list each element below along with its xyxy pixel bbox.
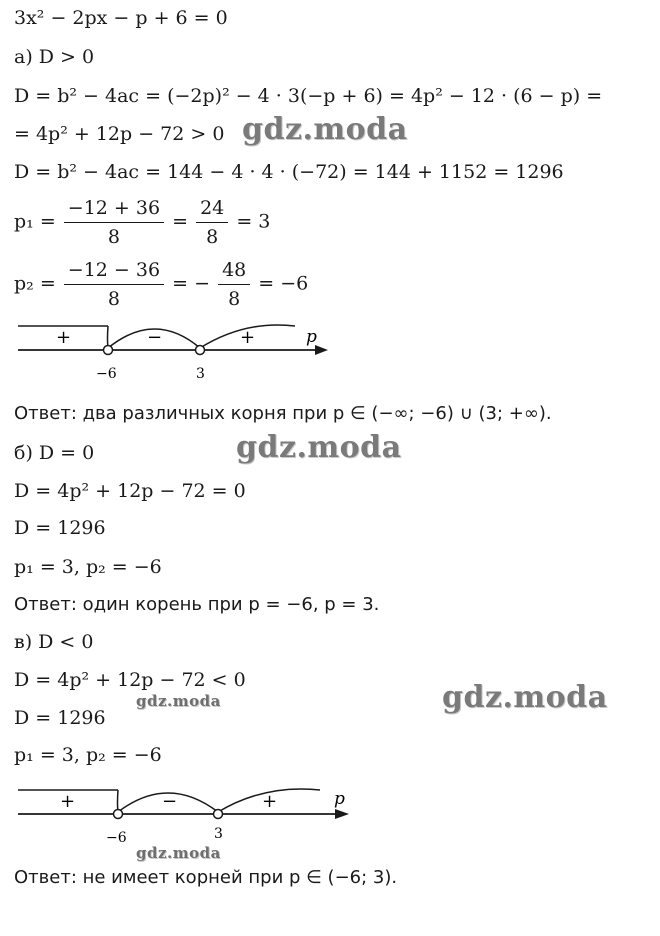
tick-label-3: 3 [196,366,205,382]
p2-label: p₂ = [14,272,56,295]
part-b-discriminant-1: D = 4p² + 12p − 72 = 0 [14,480,246,502]
number-line-1 [10,318,340,388]
axis-variable: p [334,789,345,809]
tick-label-3: 3 [214,826,223,842]
arrow-head-icon [335,809,349,819]
axis-variable: p [306,327,317,347]
part-a-discriminant-2: = 4p² + 12p − 72 > 0 [14,123,225,145]
p1-numerator: −12 + 36 [67,197,161,219]
part-a-answer: Ответ: два различных корня при p ∈ (−∞; −6) ∪ (3; +∞). [14,403,552,424]
watermark-logo: gdz.moda [442,680,608,715]
p2-numerator-2: 48 [222,259,247,281]
p1-denominator: 8 [107,226,120,248]
equation: 3x² − 2px − p + 6 = 0 [14,7,228,29]
p1-result: = 3 [236,210,271,233]
watermark-logo: gdz.moda [136,844,221,862]
part-c-discriminant-1: D = 4p² + 12p − 72 < 0 [14,669,246,691]
part-c-heading: в) D < 0 [14,631,94,653]
tick-label-minus-6: −6 [106,830,127,846]
p1-label: p₁ = [14,210,56,233]
tick-label-minus-6: −6 [96,366,117,382]
watermark-logo: gdz.moda [242,112,408,147]
open-point-icon [214,810,223,819]
p1-equals: = [172,210,189,233]
p2-fraction [64,258,164,311]
p2-denominator-2: 8 [228,288,241,310]
part-b-discriminant-2: D = 1296 [14,517,106,539]
sign-minus: − [162,791,178,812]
sign-plus-left: + [56,327,72,348]
p2-denominator: 8 [107,288,120,310]
open-point-icon [196,346,205,355]
interval-arc-left-end [118,790,119,812]
sign-plus-right: + [240,327,256,348]
p2-fraction-2 [218,258,250,311]
arrow-head-icon [315,345,328,355]
part-c-answer: Ответ: не имеет корней при p ∈ (−6; 3). [14,867,398,888]
part-a-discriminant-1: D = b² − 4ac = (−2p)² − 4 · 3(−p + 6) = 4p² − 12 · (6 − p) = [14,85,603,107]
p1-fraction [64,196,164,249]
part-c-discriminant-2: D = 1296 [14,707,106,729]
part-b-answer: Ответ: один корень при p = −6, p = 3. [14,594,380,615]
fraction-bar [196,222,228,223]
part-a-heading: а) D > 0 [14,46,95,68]
p2-formula [14,258,308,311]
watermark-logo: gdz.moda [236,430,402,465]
open-point-icon [114,810,123,819]
part-c-roots: p₁ = 3, p₂ = −6 [14,744,162,766]
p1-formula [14,196,270,249]
part-a-discriminant-3: D = b² − 4ac = 144 − 4 · 4 · (−72) = 144 + 1152 = 1296 [14,161,564,183]
p2-numerator: −12 − 36 [67,259,161,281]
sign-plus-right: + [262,791,278,812]
sign-minus: − [147,327,163,348]
fraction-bar [64,284,164,285]
p1-numerator-2: 24 [200,197,225,219]
sign-plus-left: + [60,791,76,812]
watermark-logo: gdz.moda [136,692,221,710]
p1-fraction-2 [196,196,228,249]
open-point-icon [104,346,113,355]
p1-denominator-2: 8 [206,226,219,248]
fraction-bar [218,284,250,285]
p2-equals: = − [172,272,211,295]
part-b-heading: б) D = 0 [14,442,95,464]
fraction-bar [64,222,164,223]
p2-result: = −6 [258,272,309,295]
interval-arc-left-end [108,326,109,348]
part-b-roots: p₁ = 3, p₂ = −6 [14,556,162,578]
